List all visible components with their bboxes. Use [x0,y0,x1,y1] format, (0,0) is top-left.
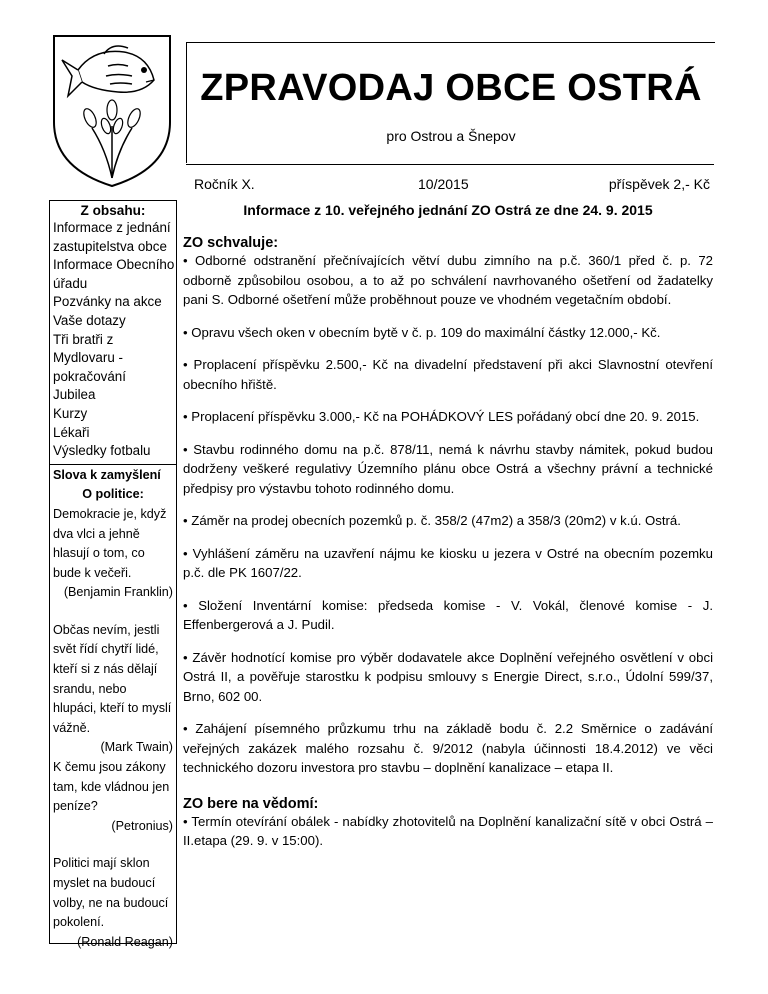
approves-heading: ZO schvaluje: [183,235,279,251]
quote-text: K čemu jsou zákony tam, kde vládnou jen peníze? [53,760,170,814]
resolution-item: • Zahájení písemného průzkumu trhu na základě bodu č. 2.2 Směrnice o zadávání veřejných zakázek malého rozsahu č. 9/2012 (nabyla účinnosti 18.4.2012) ve věci technického dozoru investora pro stavbu – doplnění kanalizace – etapa II. [183,721,713,775]
toc-item: Výsledky fotbalu [53,443,151,459]
quote-author: (Benjamin Franklin) [63,585,173,600]
price-label: příspěvek 2,- Kč [608,176,710,192]
quote-author: (Petronius) [111,818,173,833]
notes-heading: ZO bere na vědomí: [183,795,319,812]
toc-list [50,219,176,461]
newsletter-title: ZPRAVODAJ OBCE OSTRÁ [200,67,702,109]
masthead-rule [186,164,714,165]
resolution-item: • Vyhlášení záměru na uzavření nájmu ke kiosku u jezera v Ostré na obecním pozemku p.č. dle PK 1607/22. [183,545,713,580]
quote-text: Politici mají sklon myslet na budoucí volby, ne na budoucí pokolení. [53,856,169,930]
quote-author: (Mark Twain) [100,740,173,755]
toc-item: Tři bratři z Mydlovaru - pokračování [53,331,126,384]
volume-label: Ročník X. [194,176,255,192]
toc-item: Vaše dotazy [53,312,126,328]
quote-text: Demokracie je, když dva vlci a jehně hlasují o tom, co bude k večeři. [53,506,167,580]
toc-item: Jubilea [53,387,96,403]
masthead [186,42,715,163]
issue-number: 10/2015 [418,176,469,192]
resolution-item: • Proplacení příspěvku 3.000,- Kč na POHÁDKOVÝ LES pořádaný obcí dne 20. 9. 2015. [183,409,700,424]
quote-gap [53,836,173,854]
toc-item: Lékaři [53,424,90,440]
resolution-item: • Složení Inventární komise: předseda komise - V. Vokál, členové komise - J. Effenbergerová a J. Pudil. [183,597,713,632]
toc-item: Kurzy [53,405,88,421]
article-title: Informace z 10. veřejného jednání ZO Ostrá ze dne 24. 9. 2015 [243,202,653,218]
resolution-item: • Závěr hodnotící komise pro výběr dodavatele akce Doplnění veřejného osvětlení v obci Ostrá II, a pověřuje starostku k podpisu smlouvy s Energie Direct, s.r.o., Údolní 599/37, Brno, 602 00. [183,649,713,704]
crest-icon [48,30,176,190]
main-content [183,200,713,851]
sidebar [49,200,177,949]
approves-list [183,251,713,778]
resolution-item: • Stavbu rodinného domu na p.č. 878/11, nemá k návrhu stavby námitek, pokud budou dodrženy veškeré regulativy Územního plánu obce Ostrá a všechny právní a technické předpisy pro výstavbu tohoto rodinného domu. [183,441,713,496]
resolution-item: • Opravu všech oken v obecním bytě v č. p. 109 do maximální částky 12.000,- Kč. [183,324,661,340]
toc-heading: Z obsahu: [80,203,146,218]
newsletter-subtitle: pro Ostrou a Šnepov [386,128,516,144]
quotes-heading: Slova k zamyšlení [53,467,161,482]
quotes-subheading: O politice: [82,487,144,502]
toc-item: Informace z jednání zastupitelstva obce [53,220,171,254]
quote-author: (Ronald Reagan) [77,934,173,949]
resolution-item: • Odborné odstranění přečnívajících větví dubu zimního na p.č. 360/1 před č. p. 72 odborně způsobilou osobou, a to až po schválení navrhovaného ošetření od žadatelky pani S. Odborné ošetření může proběhnout pouze ve vhodném vegetačním období. [183,253,713,307]
quote-gap [53,603,173,621]
resolution-item: • Proplacení příspěvku 2.500,- Kč na divadelní představení při akci Slavnostní otevření obecního hřiště. [183,357,713,392]
quote-text: Občas nevím, jestli svět řídí chytří lidé, kteří si z nás dělají srandu, nebo hlupáci, kteří to myslí vážně. [53,622,172,735]
notes-list [183,812,713,851]
note-item: • Termín otevírání obálek - nabídky zhotovitelů na Doplnění kanalizační sítě v obci Ostrá – II.etapa (29. 9. v 15:00). [183,813,713,848]
toc-item: Pozvánky na akce [53,294,162,310]
toc-item: Informace Obecního úřadu [53,257,175,291]
resolution-item: • Záměr na prodej obecních pozemků p. č. 358/2 (47m2) a 358/3 (20m2) v k.ú. Ostrá. [183,513,681,528]
issue-info [194,176,710,196]
quotes-box [50,465,176,953]
